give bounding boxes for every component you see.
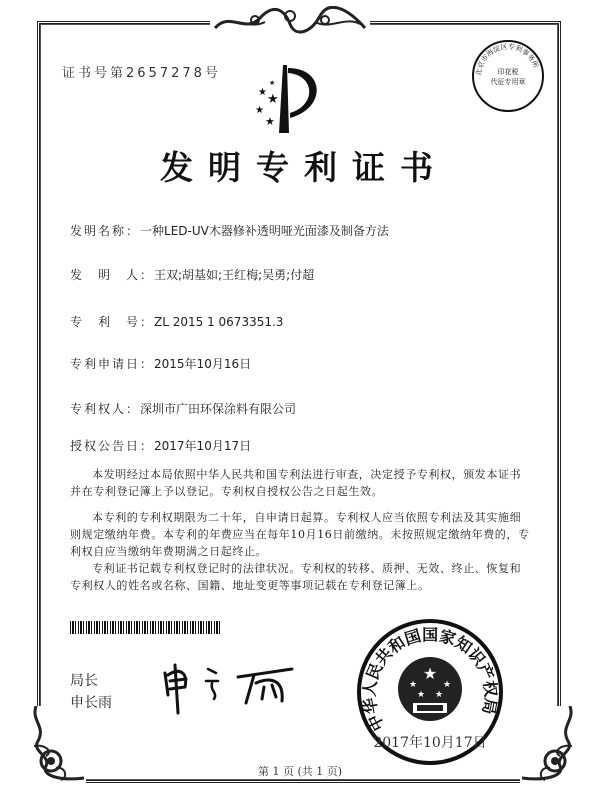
certificate-number: 证书号第2657278号 bbox=[62, 66, 221, 81]
svg-text:★: ★ bbox=[416, 690, 426, 700]
field-label: 专利权人： bbox=[70, 402, 141, 416]
patent-office-logo-icon bbox=[255, 63, 335, 133]
svg-text:★: ★ bbox=[269, 79, 276, 87]
field-application-date bbox=[70, 355, 251, 372]
field-value: 2017年10月17日 bbox=[154, 439, 252, 453]
field-label: 专 利 号： bbox=[70, 315, 155, 329]
paragraph-grant: 本发明经过本局依照中华人民共和国专利法进行审查，决定授予专利权，颁发本证书并在专利登记簿上予以登记。专利权自授权公告之日起生效。 bbox=[70, 468, 522, 498]
signatory-title: 局长 bbox=[70, 673, 98, 689]
field-value: 一种LED-UV木器修补透明哑光面漆及制备方法 bbox=[140, 224, 389, 238]
field-patentee bbox=[70, 400, 296, 417]
barcode bbox=[70, 621, 222, 634]
paragraph-record: 专利证书记载专利权登记时的法律状况。专利权的转移、质押、无效、终止、恢复和专利权人的姓名或名称、国籍、地址变更等事项记载在专利登记簿上。 bbox=[70, 562, 522, 592]
svg-text:★: ★ bbox=[434, 690, 444, 700]
svg-text:★: ★ bbox=[255, 105, 264, 116]
paragraph-term: 本专利的专利权期限为二十年，自申请日起算。专利权人应当依照专利法及其实施细则规定缴纳年费。本专利的年费应当在每年10月16日前缴纳。未按照规定缴纳年费的，专利权自应当缴纳年费期满之日起终止。 bbox=[70, 511, 530, 558]
field-value: ZL 2015 1 0673351.3 bbox=[154, 315, 284, 329]
field-invention-name bbox=[70, 222, 389, 239]
field-label: 授权公告日： bbox=[70, 439, 155, 453]
handwritten-signature bbox=[160, 655, 300, 715]
field-value: 深圳市广田环保涂料有限公司 bbox=[140, 402, 297, 416]
tax-stamp-seal bbox=[470, 38, 546, 114]
field-label: 专利申请日： bbox=[70, 357, 155, 371]
field-value: 王双;胡基如;王红梅;吴勇;付超 bbox=[154, 268, 315, 282]
field-label: 发明名称： bbox=[70, 224, 141, 238]
svg-text:★: ★ bbox=[408, 680, 418, 690]
official-seal-date: 2017年10月17日 bbox=[373, 735, 487, 751]
top-ornament-icon bbox=[210, 6, 370, 36]
svg-text:★: ★ bbox=[267, 92, 279, 107]
svg-text:★: ★ bbox=[422, 664, 438, 683]
small-seal-line2: 代征专用章 bbox=[490, 78, 526, 86]
field-value: 2015年10月16日 bbox=[154, 357, 252, 371]
field-inventors bbox=[70, 266, 314, 283]
field-label: 发 明 人： bbox=[70, 268, 155, 282]
signatory-name: 申长雨 bbox=[70, 695, 112, 711]
field-patent-number bbox=[70, 313, 283, 330]
page-title: 发明专利证书 bbox=[160, 148, 448, 187]
official-seal bbox=[355, 617, 505, 767]
svg-text:★: ★ bbox=[258, 87, 267, 98]
small-seal-line1: 印花税 bbox=[497, 68, 519, 76]
svg-text:★: ★ bbox=[442, 680, 452, 690]
svg-text:★: ★ bbox=[265, 115, 275, 128]
page-indicator: 第 1 页 (共 1 页) bbox=[257, 765, 343, 778]
field-grant-date bbox=[70, 437, 251, 454]
small-seal-ring-text: 北京市海淀区专利事务所 bbox=[474, 42, 540, 77]
official-seal-ring-text: 中华人民共和国国家知识产权局 bbox=[359, 625, 501, 735]
